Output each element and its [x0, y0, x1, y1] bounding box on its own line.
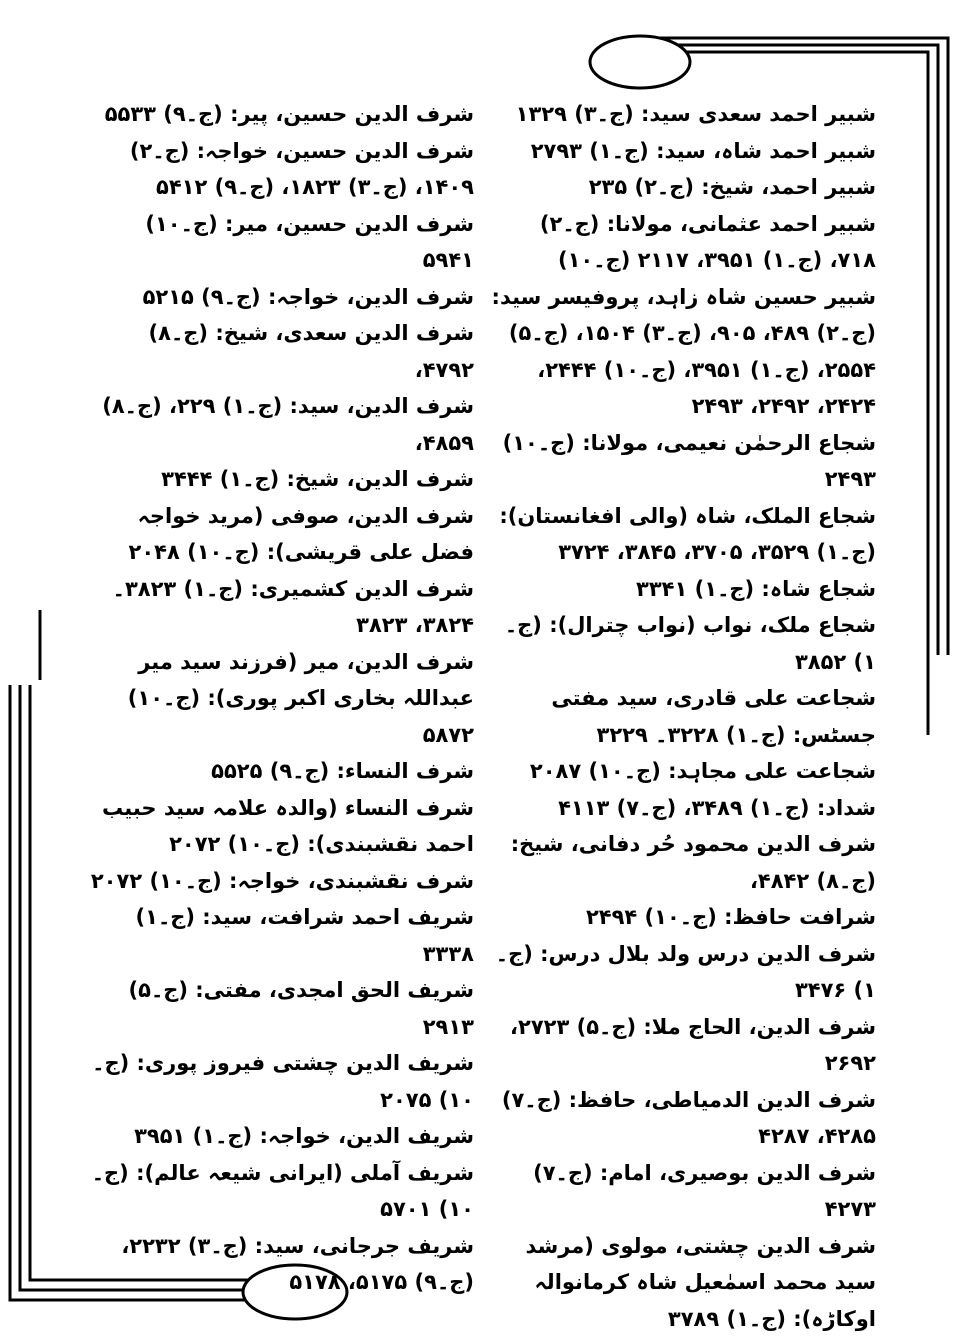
index-column-left [90, 96, 474, 1301]
index-entry: شرف النساء: (ج۔۹) ۵۵۲۵ [90, 753, 474, 790]
index-entry: شریف جرجانی، سید: (ج۔۳) ۲۲۳۲، (ج۔۹) ۵۱۷۵، ۵۱۷۸ [90, 1228, 474, 1301]
index-entry: شرف الدین، میر (فرزند سید میر عبداللہ بخاری اکبر پوری): (ج۔۱۰) ۵۸۷۲ [90, 644, 474, 754]
index-entry: شریف آملی (ایرانی شیعہ عالم): (ج۔۱۰) ۵۷۰۱ [90, 1155, 474, 1228]
index-entry: شرف الدین الدمیاطی، حافظ: (ج۔۷) ۴۲۸۵، ۴۲۸۷ [488, 1082, 876, 1155]
index-entry: شریف الحق امجدی، مفتی: (ج۔۵) ۲۹۱۳ [90, 972, 474, 1045]
index-entry: شرف نقشبندی، خواجہ: (ج۔۱۰) ۲۰۷۲ [90, 863, 474, 900]
index-entry: شجاع الرحمٰن نعیمی، مولانا: (ج۔۱۰) ۲۴۹۳ [488, 425, 876, 498]
index-entry: شداد: (ج۔۱) ۳۴۸۹، (ج۔۷) ۴۱۱۳ [488, 790, 876, 827]
index-entry: شریف احمد شرافت، سید: (ج۔۱) ۳۳۳۸ [90, 899, 474, 972]
index-entry: شرف الدین حسین، پیر: (ج۔۹) ۵۵۳۳ [90, 96, 474, 133]
index-entry: شرف الدین سعدی، شیخ: (ج۔۸) ۴۷۹۲، [90, 315, 474, 388]
index-entry: شرف الدین، صوفی (مرید خواجہ فضل علی قریشی): (ج۔۱۰) ۲۰۴۸ [90, 498, 474, 571]
index-entry: شرف الدین، شیخ: (ج۔۱) ۳۴۴۴ [90, 461, 474, 498]
index-entry: شرف الدین حسین، میر: (ج۔۱۰) ۵۹۴۱ [90, 206, 474, 279]
index-entry: شرف الدین بوصیری، امام: (ج۔۷) ۴۲۷۳ [488, 1155, 876, 1228]
index-column-right [488, 96, 876, 1337]
index-entry: شرف الدین محمود حُر دفانی، شیخ: (ج۔۸) ۴۸۴۲، [488, 826, 876, 899]
index-entry: شرف الدین چشتی، مولوی (مرشد سید محمد اسمٰعیل شاہ کرمانوالہ اوکاڑہ): (ج۔۱) ۳۷۸۹ [488, 1228, 876, 1337]
index-entry: شبیر حسین شاہ زاہد، پروفیسر سید: (ج۔۲) ۴۸۹، ۹۰۵، (ج۔۳) ۱۵۰۴، (ج۔۵) ۲۵۵۴، (ج۔۱) ۳۹۵۱، (ج۔۱۰) ۲۴۴۴، ۲۴۲۴، ۲۴۹۲، ۲۴۹۳ [488, 279, 876, 425]
index-entry: شبیر احمد سعدی سید: (ج۔۳) ۱۳۲۹ [488, 96, 876, 133]
index-entry: شجاعت علی مجاہد: (ج۔۱۰) ۲۰۸۷ [488, 753, 876, 790]
index-entry: شرف الدین، الحاج ملا: (ج۔۵) ۲۷۲۳، ۲۶۹۲ [488, 1009, 876, 1082]
index-entry: شریف الدین چشتی فیروز پوری: (ج۔۱۰) ۲۰۷۵ [90, 1045, 474, 1118]
index-entry: شرف الدین کشمیری: (ج۔۱) ۳۸۲۳۔ ۳۸۲۴، ۳۸۲۳ [90, 571, 474, 644]
index-entry: شجاعت علی قادری، سید مفتی جسٹس: (ج۔۱) ۳۲۲۸۔ ۳۲۲۹ [488, 680, 876, 753]
index-entry: شرف الدین، خواجہ: (ج۔۹) ۵۲۱۵ [90, 279, 474, 316]
index-entry: شرف الدین حسین، خواجہ: (ج۔۲) ۱۴۰۹، (ج۔۳) ۱۸۲۳، (ج۔۹) ۵۴۱۲ [90, 133, 474, 206]
index-entry: شرف الدین درس ولد بلال درس: (ج۔۱) ۳۴۷۶ [488, 936, 876, 1009]
index-entry: شرافت حافظ: (ج۔۱۰) ۲۴۹۴ [488, 899, 876, 936]
top-ornament-oval [590, 36, 690, 88]
index-entry: شریف الدین، خواجہ: (ج۔۱) ۳۹۵۱ [90, 1118, 474, 1155]
index-entry: شرف الدین، سید: (ج۔۱) ۲۲۹، (ج۔۸) ۴۸۵۹، [90, 388, 474, 461]
index-entry: شبیر احمد، شیخ: (ج۔۲) ۲۳۵ [488, 169, 876, 206]
index-entry: شجاع شاہ: (ج۔۱) ۳۳۴۱ [488, 571, 876, 608]
index-entry: شجاع ملک، نواب (نواب چترال): (ج۔۱) ۳۸۵۲ [488, 607, 876, 680]
index-entry: شبیر احمد شاہ، سید: (ج۔۱) ۲۷۹۳ [488, 133, 876, 170]
index-entry: شرف النساء (والدہ علامہ سید حبیب احمد نقشبندی): (ج۔۱۰) ۲۰۷۲ [90, 790, 474, 863]
index-entry: شجاع الملک، شاہ (والی افغانستان): (ج۔۱) ۳۵۲۹، ۳۷۰۵، ۳۸۴۵، ۳۷۲۴ [488, 498, 876, 571]
index-entry: شبیر احمد عثمانی، مولانا: (ج۔۲) ۷۱۸، (ج۔۱) ۳۹۵۱، ۲۱۱۷ (ج۔۱۰) [488, 206, 876, 279]
